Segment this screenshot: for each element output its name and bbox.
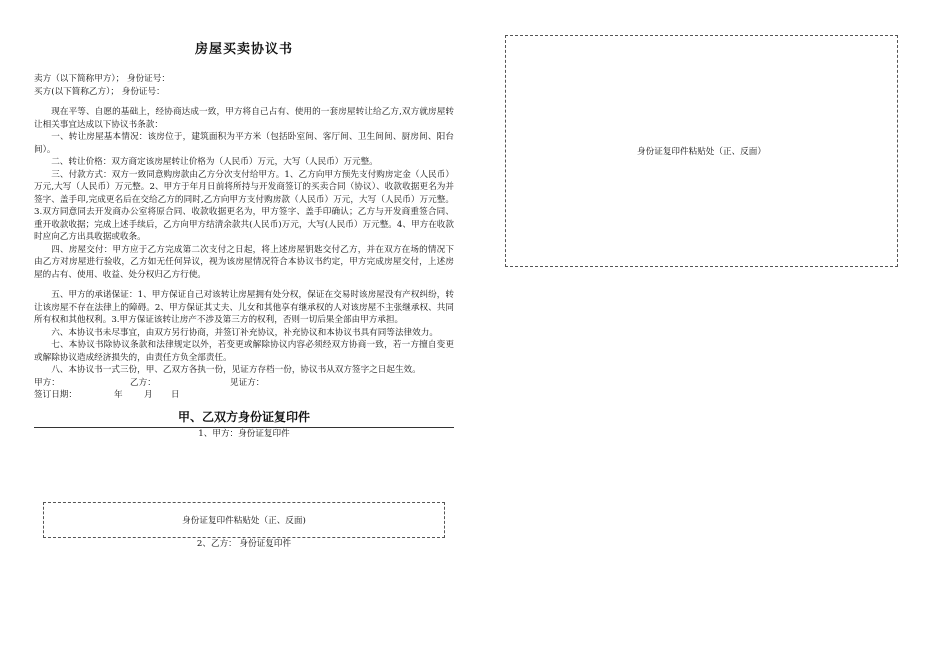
date-row <box>34 389 454 402</box>
date-label: 签订日期： <box>34 390 77 400</box>
month-label: 月 <box>144 390 153 400</box>
party-b-id-caption: 2、乙方： 身份证复印件 <box>196 539 292 549</box>
document-title: 房屋买卖协议书 <box>194 42 293 57</box>
clause-8: 八、本协议书一式三份，甲、乙双方各执一份，见证方存档一份，协议书从双方签字之日起生效。 <box>51 365 421 375</box>
clause-5: 五、甲方的承诺保证：1、甲方保证自己对该转让房屋拥有处分权，保证在交易时该房屋没有产权纠纷，转让该房屋不存在法律上的障碍。2、甲方保证其丈夫、儿女和其他享有继承权的人对该房屋不主张继承权、共同所有权和其他权利。3.甲方保证该转让房产不涉及第三方的权利，否则一切后果全部由甲方承担。 <box>34 290 454 325</box>
id-paste-label-large: 身份证复印件粘贴处（正、反面） <box>637 147 766 157</box>
buyer-line: 买方(以下简称乙方）； 身份证号： <box>34 86 165 97</box>
clause-3: 三、付款方式：双方一致同意购房款由乙方分次支付给甲方。1、乙方向甲方预先支付购房定金（人民币）万元,大写（人民币）万元整。2、甲方于年月日前将所持与开发商签订的买卖合同（协议）、收款收据更名为并签字、盖手印,完成更名后在交给乙方的同时,乙方向甲方支付购房款（人民币）万元，大写（人民币）万元整。3.双方同意同去开发商办公室将原合同、收款收据更名为，甲方签字、盖手印确认；乙方与开发商重签合同、重开收款收据；完成上述手续后，乙方向甲方结清余款共(人民币)万元，大写(人民币）万元整。4、甲方在收款时应向乙方出具收据或收条。 <box>34 169 454 242</box>
party-a-label: 甲方： <box>34 377 60 388</box>
party-a-id-caption: 1、甲方：身份证复印件 <box>198 428 290 439</box>
signature-row <box>34 377 454 390</box>
clause-7: 七、本协议书除协议条款和法律规定以外，若变更或解除协议内容必须经双方协商一致，若一方擅自变更或解除协议造成经济损失的，由责任方负全部责任。 <box>34 340 454 363</box>
clause-4: 四、房屋交付：甲方应于乙方完成第二次支付之日起，将上述房屋钥匙交付乙方，并在双方在场的情况下由乙方对房屋进行验收，乙方如无任何异议，视为该房屋情况符合本协议书约定，甲方完成房屋交付，上述房屋的占有、使用、收益、处分权归乙方行使。 <box>34 244 454 280</box>
agreement-document <box>34 38 454 440</box>
day-label: 日 <box>171 390 180 400</box>
clause-2: 二、转让价格：双方商定该房屋转让价格为（人民币）万元，大写（人民币）万元整。 <box>51 157 378 167</box>
witness-label: 见证方： <box>230 377 265 388</box>
id-paste-label-small: 身份证复印件粘贴处（正、反面) <box>182 516 306 526</box>
seller-line: 卖方（以下简称甲方）； 身份证号： <box>34 74 170 84</box>
id-paste-area-small <box>43 502 445 538</box>
id-paste-area-large <box>505 35 898 267</box>
id-section-heading: 甲、乙双方身份证复印件 <box>34 408 454 428</box>
clause-1: 一、转让房屋基本情况：该房位于，建筑面积为平方米（包括卧室间、客厅间、卫生间间、厨房间、阳台间）。 <box>34 132 454 155</box>
year-label: 年 <box>114 390 123 400</box>
clause-6: 六、本协议书未尽事宜，由双方另行协商，并签订补充协议，补充协议和本协议书具有同等法律效力。 <box>51 327 438 338</box>
intro-paragraph: 现在平等、自愿的基础上，经协商达成一致，甲方将自己占有、使用的一套房屋转让给乙方,双方就房屋转让相关事宜达成以下协议书条款： <box>34 107 454 130</box>
party-b-label: 乙方： <box>130 377 156 388</box>
